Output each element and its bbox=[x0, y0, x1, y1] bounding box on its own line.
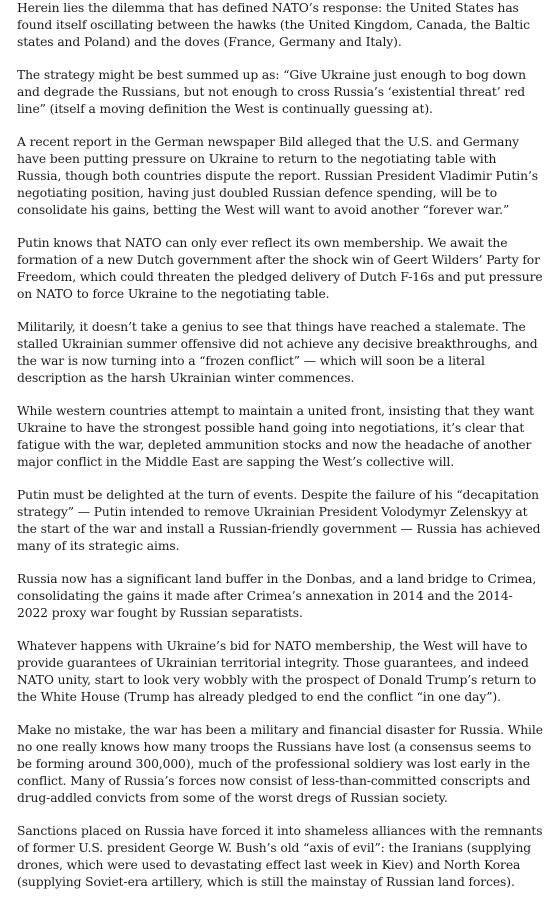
paragraph-putin-delighted: Putin must be delighted at the turn of events. Despite the failure of his “decapitation strategy” — Putin intended to remove Ukrainian President Volodymyr Zelenskyy at the start of the war and install a Russian-friendly government — Russia has achieved many of its strategic aims. bbox=[17, 488, 541, 553]
paragraph-bild-report: A recent report in the German newspaper Bild alleged that the U.S. and Germany have been putting pressure on Ukraine to return to the negotiating table with Russia, though both countries dispute the report. Russian President Vladimir Putin’s negotiating position, having just doubled Russian defence spending, will be to consolidate his gains, betting the West will want to avoid another “forever war.” bbox=[17, 135, 538, 217]
paragraph-stalemate: Militarily, it doesn’t take a genius to see that things have reached a stalemate. The stalled Ukrainian summer offensive did not achieve any decisive breakthroughs, and the war is now turning into a “frozen conflict” — which will soon be a literal description as the harsh Ukrainian winter commences. bbox=[17, 320, 538, 385]
paragraph-land-buffer: Russia now has a significant land buffer in the Donbas, and a land bridge to Crimea, consolidating the gains it made after Crimea’s annexation in 2014 and the 2014-2022 proxy war fought by Russian separatists. bbox=[17, 572, 537, 620]
paragraph-hawks-doves: Herein lies the dilemma that has defined NATO’s response: the United States has found itself oscillating between the hawks (the United Kingdom, Canada, the Baltic states and Poland) and the doves (France, Germany and Italy). bbox=[17, 1, 530, 49]
paragraph-nato-membership: Putin knows that NATO can only ever reflect its own membership. We await the formation of a new Dutch government after the shock win of Geert Wilders’ Party for Freedom, which could threaten the pledged delivery of Dutch F-16s and put pressure on NATO to force Ukraine to the negotiating table. bbox=[17, 236, 543, 301]
article-body bbox=[17, 0, 543, 907]
paragraph-western-fatigue: While western countries attempt to maintain a united front, insisting that they want Ukraine to have the strongest possible hand going into negotiations, it’s clear that fatigue with the war, depleted ammunition stocks and now the headache of another major conflict in the Middle East are sapping the West’s collective will. bbox=[17, 404, 534, 469]
paragraph-military-disaster: Make no mistake, the war has been a military and financial disaster for Russia. While no one really knows how many troops the Russians have lost (a consensus seems to be forming around 300,000), much of the professional soldiery was lost early in the conflict. Many of Russia’s forces now consist of less-than-committed conscripts and drug-addled convicts from some of the worst dregs of Russian society. bbox=[17, 723, 543, 805]
paragraph-strategy: The strategy might be best summed up as: “Give Ukraine just enough to bog down and degrade the Russians, but not enough to cross Russia’s ‘existential threat’ red line” (itself a moving definition the West is continually guessing at). bbox=[17, 68, 526, 116]
paragraph-guarantees: Whatever happens with Ukraine’s bid for NATO membership, the West will have to provide guarantees of Ukrainian territorial integrity. Those guarantees, and indeed NATO unity, start to look very wobbly with the prospect of Donald Trump’s return to the White House (Trump has already pledged to end the conflict “in one day”). bbox=[17, 639, 537, 704]
paragraph-sanctions: Sanctions placed on Russia have forced it into shameless alliances with the remnants of former U.S. president George W. Bush’s old “axis of evil”: the Iranians (supplying drones, which were used to devastating effect last week in Kiev) and North Korea (supplying Soviet-era artillery, which is still the mainstay of Russian land forces). bbox=[17, 824, 543, 889]
